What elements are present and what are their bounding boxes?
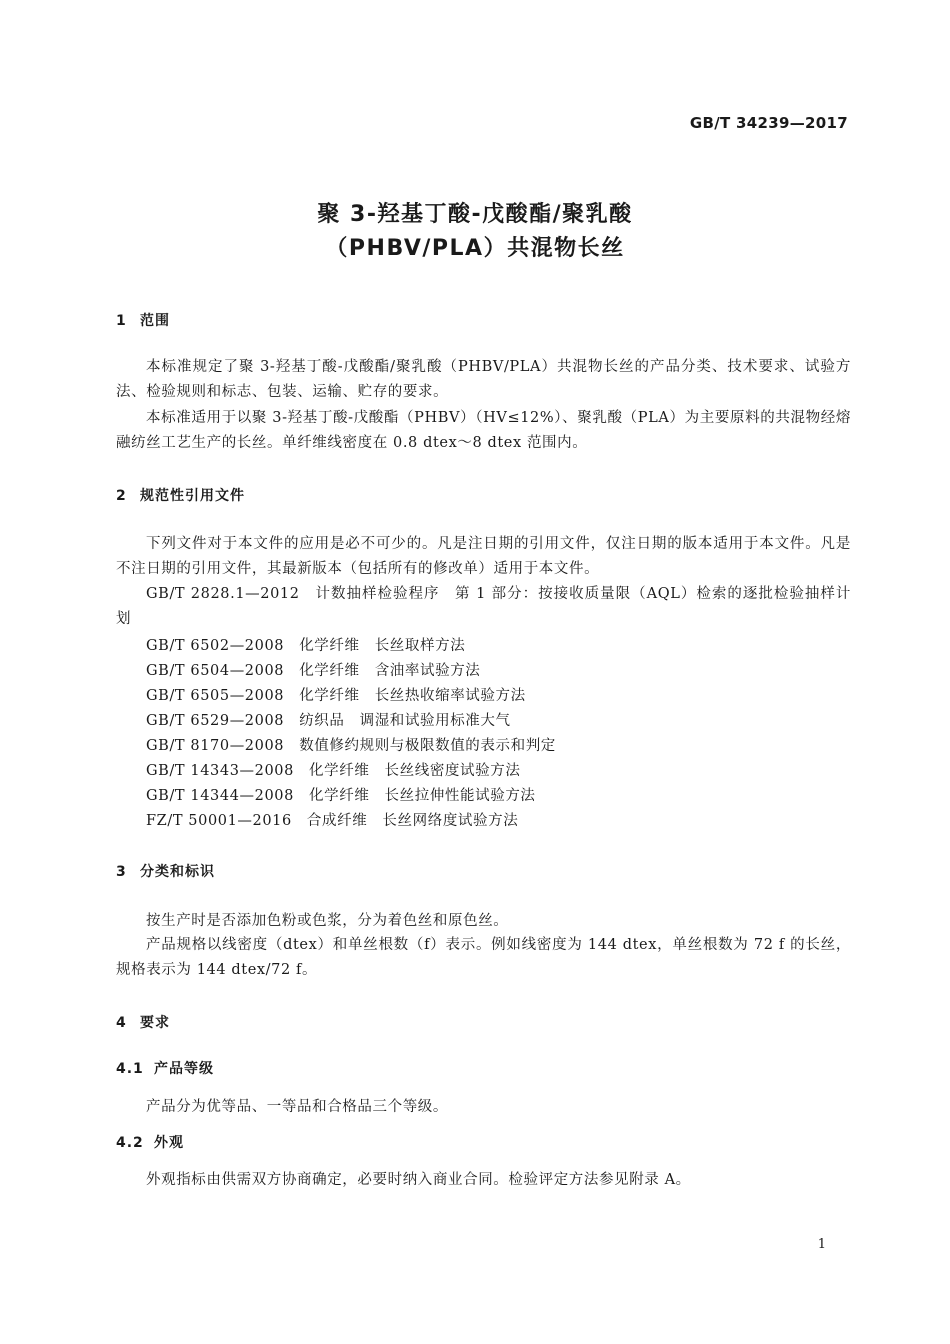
section-4-number: 4 [116,1015,127,1031]
section-4-2-number: 4.2 [116,1135,144,1151]
section-2-number: 2 [116,488,127,504]
section-1-number: 1 [116,313,127,329]
reference-item: GB/T 14343—2008 化学纤维 长丝线密度试验方法 [146,763,521,779]
section-1-heading [116,310,170,330]
section-3-paragraph-2: 产品规格以线密度（dtex）和单丝根数（f）表示。例如线密度为 144 dtex，单丝根数为 72 f 的长丝，规格表示为 144 dtex/72 f。 [116,937,851,978]
section-4-2-paragraph: 外观指标由供需双方协商确定，必要时纳入商业合同。检验评定方法参见附录 A。 [146,1172,691,1188]
reference-item: GB/T 6502—2008 化学纤维 长丝取样方法 [146,638,466,654]
section-3-paragraph-1: 按生产时是否添加色粉或色浆，分为着色丝和原色丝。 [146,913,509,929]
section-1-paragraph-2: 本标准适用于以聚 3-羟基丁酸-戊酸酯（PHBV）（HV≤12%）、聚乳酸（PLA）为主要原料的共混物经熔融纺丝工艺生产的长丝。单纤维线密度在 0.8 dtex～8 dtex 范围内。 [116,410,851,451]
section-4-1-heading [116,1058,214,1078]
reference-item: GB/T 6505—2008 化学纤维 长丝热收缩率试验方法 [146,688,526,704]
section-4-1-paragraph: 产品分为优等品、一等品和合格品三个等级。 [146,1099,448,1115]
section-4-2-heading [116,1132,184,1152]
document-title-line-1: 聚 3-羟基丁酸-戊酸酯/聚乳酸 [317,202,633,227]
section-3-heading [116,861,215,881]
section-1-title: 范围 [140,313,170,329]
section-4-2-title: 外观 [154,1135,184,1151]
section-2-heading [116,485,245,505]
reference-item: GB/T 8170—2008 数值修约规则与极限数值的表示和判定 [146,738,556,754]
standard-code: GB/T 34239—2017 [689,114,848,132]
reference-item: GB/T 14344—2008 化学纤维 长丝拉伸性能试验方法 [146,788,536,804]
reference-item: GB/T 6504—2008 化学纤维 含油率试验方法 [146,663,481,679]
section-1-paragraph-1: 本标准规定了聚 3-羟基丁酸-戊酸酯/聚乳酸（PHBV/PLA）共混物长丝的产品分类、技术要求、试验方法、检验规则和标志、包装、运输、贮存的要求。 [116,359,851,400]
section-2-intro: 下列文件对于本文件的应用是必不可少的。凡是注日期的引用文件，仅注日期的版本适用于本文件。凡是不注日期的引用文件，其最新版本（包括所有的修改单）适用于本文件。 [116,536,851,577]
section-4-heading [116,1012,170,1032]
reference-item: FZ/T 50001—2016 合成纤维 长丝网络度试验方法 [146,813,519,829]
section-4-1-title: 产品等级 [154,1061,214,1077]
section-4-1-number: 4.1 [116,1061,144,1077]
section-4-title: 要求 [140,1015,170,1031]
reference-item: GB/T 6529—2008 纺织品 调湿和试验用标准大气 [146,713,511,729]
page-number: 1 [817,1237,826,1252]
reference-item: GB/T 2828.1—2012 计数抽样检验程序 第 1 部分：按接收质量限（AQL）检索的逐批检验抽样计划 [116,586,851,627]
document-title-line-2: （PHBV/PLA）共混物长丝 [325,236,625,261]
section-2-title: 规范性引用文件 [140,488,245,504]
section-3-title: 分类和标识 [140,864,215,880]
section-3-number: 3 [116,864,127,880]
